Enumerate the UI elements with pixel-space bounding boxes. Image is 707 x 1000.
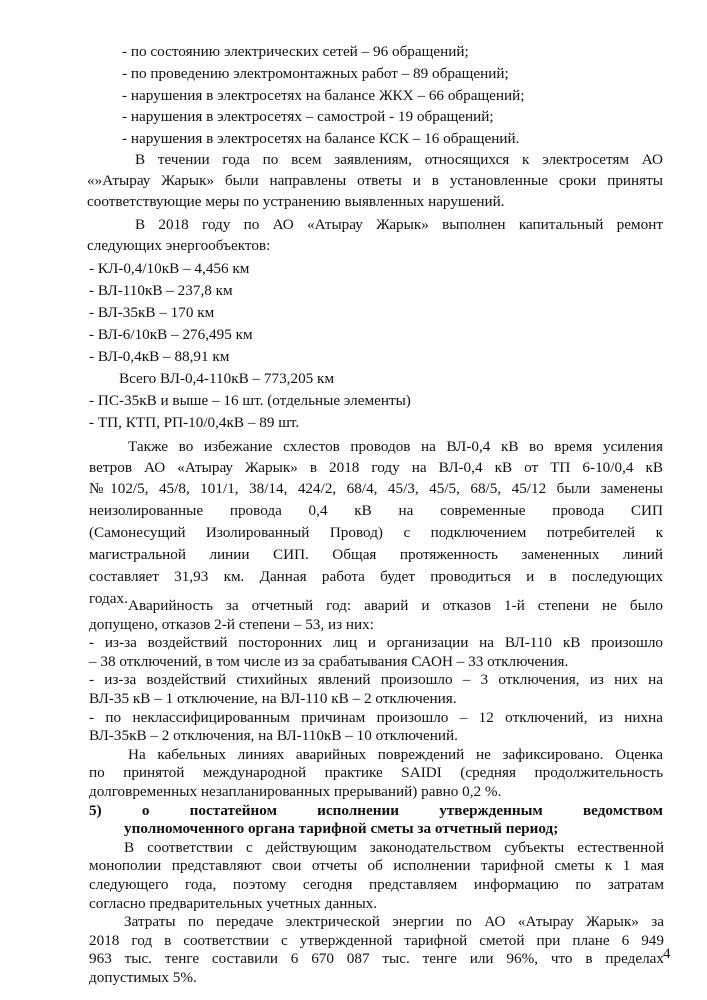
paragraph-line: ветров АО «Атырау Жарык» в 2018 году на ВЛ-0,4 кВ от ТП 6-10/0,4 кВ (89, 459, 663, 476)
total-line: Всего ВЛ-0,4-110кВ – 773,205 км (119, 370, 335, 387)
paragraph-line: 2018 год в соответствии с утвержденной тарифной сметой при плане 6 949 (89, 931, 664, 949)
paragraph-line: годах. (89, 590, 128, 607)
paragraph-line: согласно предварительных учетных данных. (89, 894, 378, 912)
paragraph-line: ВЛ-35 кВ – 1 отключение, на ВЛ-110 кВ – 2 отключения. (89, 690, 457, 707)
paragraph-line: следующих энергообъектов: (87, 237, 271, 254)
paragraph-line: В 2018 году по АО «Атырау Жарык» выполнен капитальный ремонт (135, 216, 663, 233)
paragraph-line: допустимых 5%. (89, 969, 197, 986)
paragraph-line: неизолированные провода 0,4 кВ на современные провода СИП (89, 502, 663, 519)
section-heading: 5) о постатейном исполнении утвержденным ведомством (89, 801, 663, 819)
list-item: - ВЛ-6/10кВ – 276,495 км (89, 326, 253, 343)
paragraph-line: допущено, отказов 2-й степени – 53, из них: (89, 615, 374, 633)
paragraph-line: В течении года по всем заявлениям, относящихся к электросетям АО (135, 151, 663, 168)
paragraph-line: магистральной линии СИП. Общая протяженность замененных линий (89, 546, 663, 563)
paragraph-line: №102/5, 45/8, 101/1, 38/14, 424/2, 68/4, 45/3, 45/5, 68/5, 45/12 были заменены (89, 480, 663, 497)
list-item: - КЛ-0,4/10кВ – 4,456 км (89, 260, 250, 277)
list-item: - ВЛ-110кВ – 237,8 км (89, 282, 233, 299)
list-item: - нарушения в электросетях на балансе КСК – 16 обращений. (122, 130, 520, 147)
list-item: - по проведению электромонтажных работ – 89 обращений; (122, 65, 509, 82)
list-item: - ВЛ-0,4кВ – 88,91 км (89, 348, 230, 365)
paragraph-line: - из-за воздействий посторонних лиц и организации на ВЛ-110 кВ произошло (89, 634, 663, 652)
paragraph-line: по принятой международной практике SAIDI (средняя продолжительность (89, 764, 663, 782)
paragraph-line: долговременных незапланированных прерываний) равно 0,2 %. (89, 783, 502, 800)
paragraph-line: следующего года, поэтому сегодня представляем информацию по затратам (89, 876, 664, 893)
section-heading: уполномоченного органа тарифной сметы за отчетный период; (124, 820, 559, 838)
list-item: - ТП, КТП, РП-10/0,4кВ – 89 шт. (89, 414, 300, 431)
paragraph-line: (Самонесущий Изолированный Провод) с подключением потребителей к (89, 524, 663, 541)
list-item: - ПС-35кВ и выше – 16 шт. (отдельные элементы) (89, 392, 411, 409)
paragraph-line: составляет 31,93 км. Данная работа будет проводиться и в последующих (89, 568, 663, 585)
list-item: - по состоянию электрических сетей – 96 обращений; (122, 43, 469, 60)
paragraph-line: «»Атырау Жарык» были направлены ответы и в установленные сроки приняты (87, 172, 663, 189)
paragraph-line: соответствующие меры по устранению выявленных нарушений. (87, 193, 505, 210)
paragraph-line: Также во избежание схлестов проводов на ВЛ-0,4 кВ во время усиления (128, 438, 663, 455)
paragraph-line: 963 тыс. тенге составили 6 670 087 тыс. тенге или 96%, что в пределах (89, 950, 664, 968)
list-item: - ВЛ-35кВ – 170 км (89, 304, 215, 321)
paragraph-line: ВЛ-35кВ – 2 отключения, на ВЛ-110кВ – 10 отключений. (89, 727, 458, 745)
list-item: - нарушения в электросетях – самострой - 19 обращений; (122, 108, 494, 125)
page-number: 4 (663, 946, 671, 962)
paragraph-line: – 38 отключений, в том числе из за срабатывания САОН – 33 отключения. (89, 652, 569, 670)
paragraph-line: - из-за воздействий стихийных явлений произошло – 3 отключения, из них на (89, 671, 663, 689)
paragraph-line: На кабельных линиях аварийных повреждений не зафиксировано. Оценка (128, 745, 663, 763)
paragraph-line: В соответствии с действующим законодательством субъекты естественной (124, 838, 664, 856)
paragraph-line: - по неклассифицированным причинам произошло – 12 отключений, из нихна (89, 708, 663, 726)
paragraph-line: монополии представляют свои отчеты об исполнении тарифной сметы к 1 мая (89, 857, 664, 875)
list-item: - нарушения в электросетях на балансе ЖКХ – 66 обращений; (122, 87, 525, 104)
paragraph-line: Затраты по передаче электрической энергии по АО «Атырау Жарык» за (124, 913, 664, 931)
paragraph-line: Аварийность за отчетный год: аварий и отказов 1-й степени не было (128, 597, 663, 614)
